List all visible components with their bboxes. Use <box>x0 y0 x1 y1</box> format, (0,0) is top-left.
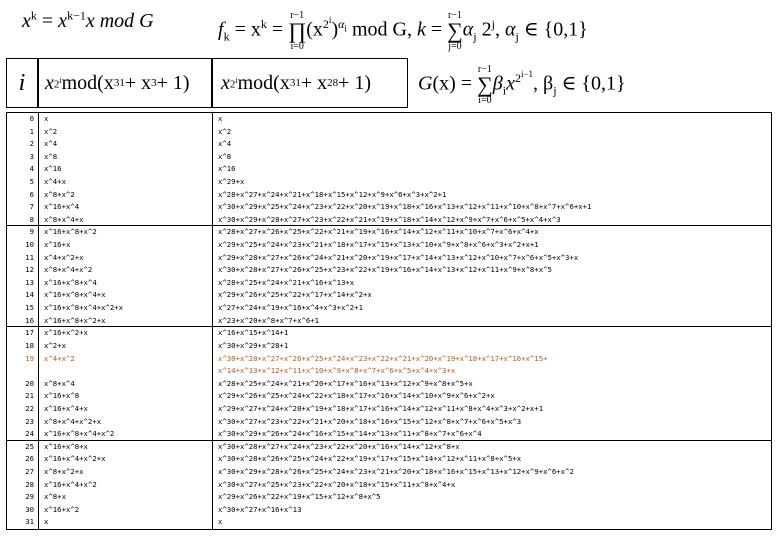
row-index: 4 <box>29 164 34 174</box>
row-poly-b: x <box>218 517 223 527</box>
header-poly-x31-x3: x 2$^i$ mod(x 31 + x 3 + 1) <box>38 58 212 108</box>
table-row <box>6 416 772 427</box>
row-poly-a: x^16+x^8+x^2+x <box>44 315 106 325</box>
row-poly-b: x^16 <box>218 164 236 174</box>
row-index: 13 <box>25 277 34 287</box>
row-index: 22 <box>25 403 34 413</box>
row-index: 12 <box>25 265 34 275</box>
row-poly-b: x^4 <box>218 139 232 149</box>
row-poly-a: x^16+x^4+x^2 <box>44 479 97 489</box>
row-index: 31 <box>25 517 34 527</box>
table-row <box>6 277 772 288</box>
table-row <box>6 264 772 275</box>
table-row <box>6 315 772 326</box>
row-index: 15 <box>25 303 34 313</box>
table-row <box>6 226 772 237</box>
table-row <box>6 176 772 187</box>
table-row <box>6 466 772 477</box>
row-index: 1 <box>29 126 34 136</box>
table-row <box>6 378 772 389</box>
row-poly-a: x^16+x^8+x^4+x^2+x <box>44 303 124 313</box>
row-poly-b: x^28+x^25+x^24+x^21+x^20+x^17+x^16+x^13+x^12+x^9+x^8+x^5+x <box>218 378 473 388</box>
row-poly-b: x^28+x^25+x^24+x^21+x^16+x^13+x <box>218 277 355 287</box>
row-index: 26 <box>25 454 34 464</box>
row-poly-a: x <box>44 114 49 123</box>
row-index: 5 <box>29 177 34 187</box>
row-poly-a: x^2+x <box>44 340 66 350</box>
row-poly-b: x^30+x^29+x^28+x^27+x^23+x^22+x^21+x^19+x^18+x^14+x^12+x^9+x^7+x^6+x^5+x^4+x^3 <box>218 214 561 224</box>
row-index: 21 <box>25 391 34 401</box>
row-poly-a: x^16+x^8+x^4+x^2 <box>44 429 115 439</box>
product-formula: $f_k = x^k$ = r−1 ∏ i=0 $(x^{2^i})^{\alpha_i}$ mod G, k = r−1 ∑ j=0 $\alpha_j$ 2$^j$, $\alpha_j$ ∈ {0,1} <box>218 10 588 52</box>
table-row <box>6 239 772 250</box>
table-row <box>6 163 772 174</box>
row-poly-a: x^4+x <box>44 177 66 187</box>
row-poly-b: x^2 <box>218 126 232 136</box>
table-row <box>6 126 772 137</box>
row-poly-a: x^16+x^8+x^4+x <box>44 290 106 300</box>
row-index: 27 <box>25 466 34 476</box>
table-row <box>6 403 772 414</box>
row-poly-b: x^16+x^15+x^14+1 <box>218 328 289 338</box>
row-poly-b: x^27+x^24+x^19+x^16+x^4+x^3+x^2+1 <box>218 303 363 313</box>
row-poly-a: x^16+x <box>44 240 71 250</box>
table-row <box>6 113 772 124</box>
table-row <box>6 201 772 212</box>
row-index: 10 <box>25 240 34 250</box>
row-index: 14 <box>25 290 34 300</box>
row-index: 6 <box>29 189 34 199</box>
table-row <box>6 189 772 200</box>
row-poly-a: x^2 <box>44 126 58 136</box>
row-poly-a: x^16+x^8+x^4 <box>44 277 97 287</box>
group-separator <box>6 225 772 226</box>
group-separator <box>6 326 772 327</box>
row-poly-a: x^16+x^8 <box>44 391 80 401</box>
row-index: 28 <box>25 479 34 489</box>
row-poly-b: x^28+x^27+x^24+x^21+x^18+x^15+x^12+x^9+x^6+x^3+x^2+1 <box>218 189 447 199</box>
table-row <box>6 289 772 300</box>
row-poly-b: x^29+x^26+x^25+x^24+x^22+x^18+x^17+x^16+x^14+x^10+x^9+x^6+x^2+x <box>218 391 495 401</box>
row-poly-a: x^8+x^4 <box>44 378 75 388</box>
row-poly-b: x^30+x^29+x^25+x^24+x^23+x^22+x^20+x^19+x^18+x^16+x^13+x^12+x^11+x^10+x^8+x^7+x^6+x+1 <box>218 202 592 212</box>
table-row <box>6 479 772 490</box>
row-poly-a: x^8+x^4+x^2+x <box>44 416 102 426</box>
row-poly-a: x^4+x^2 <box>44 353 75 363</box>
table-row <box>6 441 772 452</box>
row-poly-a: x^8+x^2+x <box>44 466 84 476</box>
table-row <box>6 504 772 515</box>
row-poly-b: x^30+x^29+x^26+x^24+x^16+x^15+x^14+x^13+x^11+x^8+x^7+x^6+x^4 <box>218 429 482 439</box>
row-index: 3 <box>29 151 34 161</box>
row-index: 20 <box>25 378 34 388</box>
row-index: 8 <box>29 214 34 224</box>
row-poly-b: x^30+x^29+x^28+x^26+x^25+x^24+x^23+x^21+x^20+x^18+x^16+x^15+x^13+x^12+x^9+x^6+x^2 <box>218 466 574 476</box>
row-poly-b: x <box>218 114 223 123</box>
row-poly-b: x^28+x^27+x^26+x^25+x^22+x^21+x^19+x^16+x^14+x^12+x^11+x^10+x^7+x^6+x^4+x <box>218 227 539 237</box>
row-poly-b: x^30+x^28+x^27+x^26+x^25+x^24+x^23+x^22+x^21+x^20+x^19+x^18+x^17+x^16+x^15+ <box>218 353 548 363</box>
table-row <box>6 327 772 338</box>
row-poly-a: x^8+x^4+x <box>44 214 84 224</box>
row-index: 2 <box>29 139 34 149</box>
row-index: 24 <box>25 429 34 439</box>
table-row <box>6 302 772 313</box>
table-row <box>6 516 772 527</box>
header-poly-x31-x28: x 2$^i$ mod(x 31 + x 28 + 1) <box>212 58 408 108</box>
row-index: 18 <box>25 340 34 350</box>
row-index: 9 <box>29 227 34 237</box>
header-index: i <box>6 58 38 108</box>
row-poly-a: x^4 <box>44 139 58 149</box>
row-poly-a: x^16+x^2 <box>44 504 80 514</box>
row-poly-a: x^16+x^4+x <box>44 403 88 413</box>
row-poly-b: x^14+x^13+x^12+x^11+x^10+x^9+x^8+x^7+x^6+x^5+x^4+x^3+x <box>218 366 456 376</box>
row-index: 25 <box>25 441 34 451</box>
row-poly-a: x^8+x^2 <box>44 189 75 199</box>
table-row <box>6 428 772 439</box>
row-poly-b: x^30+x^28+x^27+x^24+x^23+x^22+x^20+x^16+x^14+x^12+x^8+x <box>218 441 460 451</box>
table-row <box>6 214 772 225</box>
row-poly-b: x^29+x^26+x^25+x^22+x^17+x^14+x^2+x <box>218 290 372 300</box>
row-poly-b: x^23+x^20+x^8+x^7+x^6+1 <box>218 315 320 325</box>
row-poly-a: x <box>44 517 49 527</box>
row-poly-a: x^16+x^8+x <box>44 441 88 451</box>
row-index: 30 <box>25 504 34 514</box>
row-index: 0 <box>29 114 34 123</box>
row-poly-b: x^30+x^29+x^28+1 <box>218 340 289 350</box>
row-poly-a: x^8+x^4+x^2 <box>44 265 93 275</box>
row-poly-b: x^30+x^27+x^25+x^23+x^22+x^20+x^18+x^15+x^11+x^8+x^4+x <box>218 479 456 489</box>
table-row <box>6 353 772 364</box>
row-index: 7 <box>29 202 34 212</box>
table-row <box>6 252 772 263</box>
row-index: 23 <box>25 416 34 426</box>
row-index: 29 <box>25 492 34 502</box>
table-row <box>6 365 772 376</box>
row-poly-a: x^16 <box>44 164 62 174</box>
g-polynomial-formula: G(x) = r−1 ∑ i=0 $\beta_ix^{2^{i-1}}$, $\beta_j$ ∈ {0,1} <box>418 64 626 106</box>
row-poly-b: x^29+x^28+x^27+x^26+x^24+x^21+x^20+x^19+x^17+x^14+x^13+x^12+x^10+x^7+x^6+x^5+x^3+x <box>218 252 579 262</box>
row-poly-b: x^29+x <box>218 177 245 187</box>
row-poly-a: x^16+x^4 <box>44 202 80 212</box>
table-row <box>6 453 772 464</box>
row-poly-a: x^16+x^2+x <box>44 328 88 338</box>
group-separator <box>6 440 772 441</box>
row-index: 19 <box>25 353 34 363</box>
row-poly-b: x^29+x^27+x^24+x^20+x^19+x^18+x^17+x^16+x^14+x^12+x^11+x^8+x^4+x^3+x^2+x+1 <box>218 403 544 413</box>
row-poly-b: x^29+x^25+x^24+x^23+x^21+x^18+x^17+x^15+x^13+x^10+x^9+x^8+x^6+x^3+x^2+x+1 <box>218 240 539 250</box>
row-poly-a: x^16+x^8+x^2 <box>44 227 97 237</box>
table-row <box>6 340 772 351</box>
row-index: 16 <box>25 315 34 325</box>
table-row <box>6 151 772 162</box>
row-poly-b: x^30+x^28+x^27+x^26+x^25+x^23+x^22+x^19+x^16+x^14+x^13+x^12+x^11+x^9+x^8+x^5 <box>218 265 552 275</box>
table-row <box>6 491 772 502</box>
row-poly-a: x^8+x <box>44 492 66 502</box>
row-index: 11 <box>25 252 34 262</box>
row-index: 17 <box>25 328 34 338</box>
recurrence-formula: $x^k = x^{k-1}x$ mod G <box>22 8 154 32</box>
table-row <box>6 390 772 401</box>
table-row <box>6 138 772 149</box>
row-poly-b: x^30+x^27+x^23+x^22+x^21+x^20+x^18+x^16+x^15+x^12+x^8+x^7+x^6+x^5+x^3 <box>218 416 522 426</box>
row-poly-a: x^8 <box>44 151 58 161</box>
row-poly-b: x^30+x^27+x^16+x^13 <box>218 504 302 514</box>
row-poly-a: x^4+x^2+x <box>44 252 84 262</box>
row-poly-b: x^29+x^26+x^22+x^19+x^15+x^12+x^8+x^5 <box>218 492 381 502</box>
row-poly-b: x^8 <box>218 151 232 161</box>
row-poly-a: x^16+x^4+x^2+x <box>44 454 106 464</box>
row-poly-b: x^30+x^28+x^26+x^25+x^24+x^22+x^19+x^17+x^15+x^14+x^12+x^11+x^8+x^5+x <box>218 454 522 464</box>
